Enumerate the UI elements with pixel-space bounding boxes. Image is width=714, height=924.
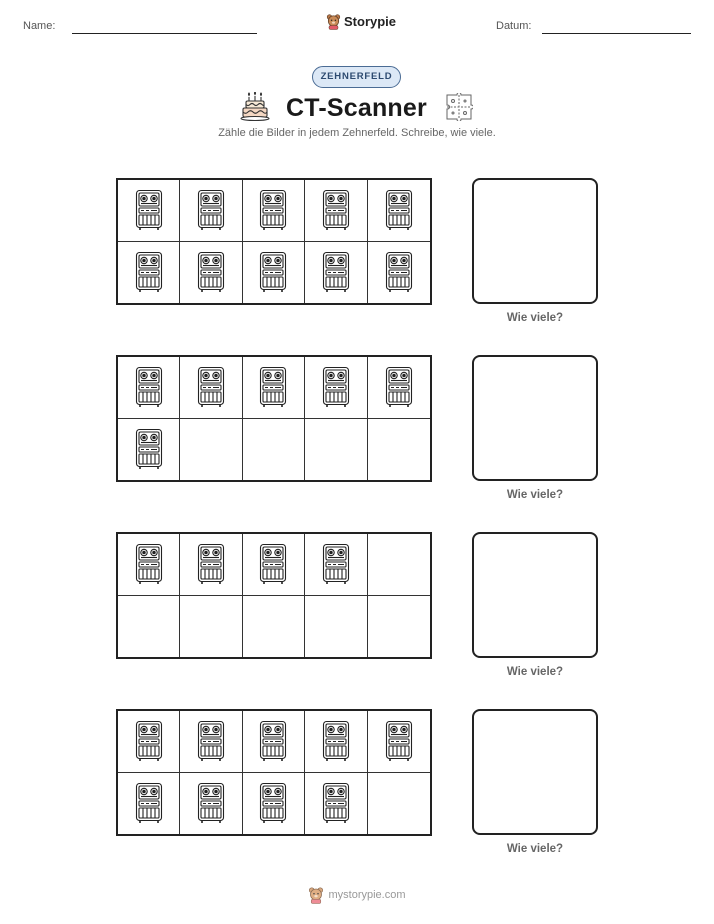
ten-frame-cell: [368, 180, 430, 242]
ten-frame-cell: [243, 534, 305, 596]
ten-frame-cell: [180, 357, 242, 419]
topic-badge: ZEHNERFELD: [312, 66, 401, 88]
ten-frame-1: [116, 178, 432, 305]
ten-frame-cell: [180, 419, 242, 481]
date-write-line[interactable]: [542, 33, 691, 34]
ten-frame-cell: [118, 596, 180, 658]
how-many-label-1: Wie viele?: [506, 312, 564, 324]
ten-frame-cell: [180, 773, 242, 835]
ct-scanner-icon: [135, 543, 163, 585]
ten-frame-cell: [118, 534, 180, 596]
ten-frame-cell: [118, 419, 180, 481]
ten-frame-cell: [118, 357, 180, 419]
ten-frame-cell: [243, 773, 305, 835]
name-write-line[interactable]: [72, 33, 257, 34]
ten-frame-cell: [243, 242, 305, 304]
ten-frame-cell: [305, 534, 367, 596]
name-label: Name:: [23, 20, 56, 32]
ten-frame-cell: [118, 711, 180, 773]
ct-scanner-icon: [135, 366, 163, 408]
title-row: [0, 92, 714, 124]
footer-site-link[interactable]: mystorypie.com: [328, 889, 406, 901]
ct-scanner-icon: [197, 720, 225, 762]
answer-box-3[interactable]: [472, 532, 598, 658]
ct-scanner-icon: [259, 782, 287, 824]
ten-frame-cell: [368, 711, 430, 773]
ten-frame-cell: [368, 242, 430, 304]
ct-scanner-icon: [385, 189, 413, 231]
instruction-text: Zähle die Bilder in jedem Zehnerfeld. Schreibe, wie viele.: [218, 127, 496, 139]
answer-box-2[interactable]: [472, 355, 598, 481]
ten-frame-cell: [243, 596, 305, 658]
ct-scanner-icon: [385, 251, 413, 293]
ten-frame-cell: [243, 419, 305, 481]
ten-frame-2: [116, 355, 432, 482]
ten-frame-3: [116, 532, 432, 659]
ct-scanner-icon: [259, 251, 287, 293]
ten-frame-cell: [368, 773, 430, 835]
ct-scanner-icon: [322, 251, 350, 293]
puzzle-icon: [445, 93, 473, 121]
ct-scanner-icon: [197, 251, 225, 293]
ct-scanner-icon: [259, 543, 287, 585]
ct-scanner-icon: [259, 189, 287, 231]
ct-scanner-icon: [385, 366, 413, 408]
ten-frame-cell: [305, 180, 367, 242]
footer: [0, 886, 714, 904]
ct-scanner-icon: [135, 251, 163, 293]
ten-frame-cell: [243, 711, 305, 773]
ten-frame-cell: [243, 357, 305, 419]
ct-scanner-icon: [135, 720, 163, 762]
ct-scanner-icon: [322, 189, 350, 231]
bear-mascot-icon: [326, 13, 341, 30]
ten-frame-cell: [118, 180, 180, 242]
ten-frame-cell: [180, 596, 242, 658]
ten-frame-cell: [305, 773, 367, 835]
birthday-cake-icon: [240, 92, 270, 122]
ct-scanner-icon: [322, 543, 350, 585]
ten-frame-cell: [368, 419, 430, 481]
ct-scanner-icon: [135, 189, 163, 231]
ct-scanner-icon: [322, 782, 350, 824]
ten-frame-cell: [118, 242, 180, 304]
bear-mascot-icon: [308, 886, 324, 904]
ten-frame-cell: [305, 242, 367, 304]
ten-frame-cell: [368, 534, 430, 596]
ten-frame-4: [116, 709, 432, 836]
ten-frame-cell: [180, 534, 242, 596]
ten-frame-cell: [118, 773, 180, 835]
how-many-label-3: Wie viele?: [506, 666, 564, 678]
how-many-label-4: Wie viele?: [506, 843, 564, 855]
ten-frame-cell: [305, 357, 367, 419]
ten-frame-cell: [305, 711, 367, 773]
ct-scanner-icon: [135, 428, 163, 470]
logo-text: Storypie: [344, 14, 397, 29]
ten-frame-cell: [368, 357, 430, 419]
ct-scanner-icon: [322, 720, 350, 762]
ct-scanner-icon: [135, 782, 163, 824]
ct-scanner-icon: [322, 366, 350, 408]
ten-frame-cell: [180, 242, 242, 304]
ten-frame-cell: [180, 711, 242, 773]
storypie-logo: [326, 13, 396, 30]
ten-frame-cell: [180, 180, 242, 242]
date-label: Datum:: [496, 20, 532, 32]
ct-scanner-icon: [197, 782, 225, 824]
answer-box-4[interactable]: [472, 709, 598, 835]
worksheet-title: CT-Scanner: [286, 94, 427, 122]
answer-box-1[interactable]: [472, 178, 598, 304]
ct-scanner-icon: [197, 189, 225, 231]
ten-frame-cell: [243, 180, 305, 242]
ct-scanner-icon: [197, 366, 225, 408]
ten-frame-cell: [305, 419, 367, 481]
ct-scanner-icon: [259, 720, 287, 762]
ten-frame-cell: [305, 596, 367, 658]
ct-scanner-icon: [197, 543, 225, 585]
ct-scanner-icon: [385, 720, 413, 762]
ten-frame-cell: [368, 596, 430, 658]
ct-scanner-icon: [259, 366, 287, 408]
how-many-label-2: Wie viele?: [506, 489, 564, 501]
